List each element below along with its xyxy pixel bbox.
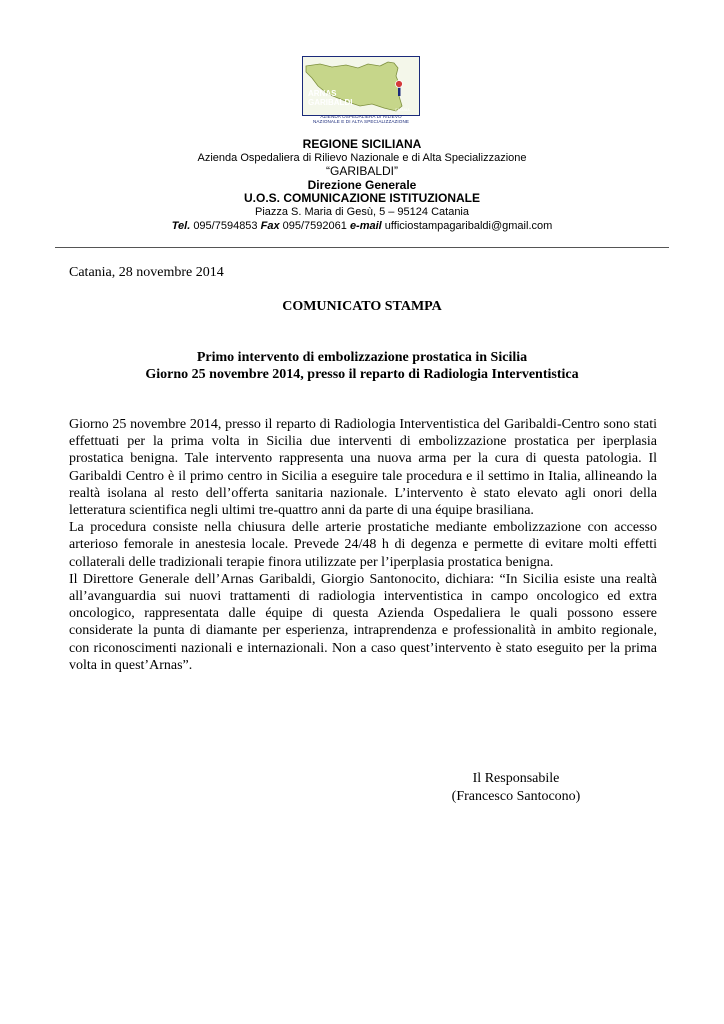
email-address[interactable]: ufficiostampagaribaldi@gmail.com	[384, 219, 553, 232]
logo-city: CATANIA	[395, 108, 410, 112]
logo-subtitle-line1: AZIENDA OSPEDALIERA DI RILIEVO	[320, 114, 402, 119]
sicily-map-icon	[302, 56, 420, 116]
signature-title: Il Responsabile	[472, 771, 560, 786]
subject-line1: Primo intervento di embolizzazione prostatica in Sicilia	[196, 350, 528, 365]
logo-name-1: ARNAS	[308, 89, 337, 98]
tel-label: Tel.	[171, 219, 191, 232]
logo-subtitle-line2: NAZIONALE E DI ALTA SPECIALIZZAZIONE	[312, 119, 410, 124]
letterhead	[60, 138, 664, 233]
fax-label: Fax	[260, 219, 280, 232]
document-heading: COMUNICATO STAMPA	[282, 299, 442, 314]
body-paragraph: Giorno 25 novembre 2014, presso il reparto di Radiologia Interventistica del Garibaldi-Centro sono stati effettuati per la prima volta in Sicilia due interventi di embolizzazione prostatica per iperplasia prostatica benigna. Tale intervento rappresenta una nuova arma per la cura di questa patologia. Il Garibaldi Centro è il primo centro in Sicilia a eseguire tale procedura e il settimo in Italia, allineando la realtà isolana al resto dell’offerta sanitaria nazionale. L’intervento è stato elevato agli onori della letteratura scientifica negli ultimi tre-quattro anni da parte di una équipe brasiliana.	[69, 417, 657, 519]
office-name: U.O.S. COMUNICAZIONE ISTITUZIONALE	[244, 191, 480, 206]
press-subject	[60, 349, 664, 383]
contacts	[60, 220, 664, 234]
logo-name-2: GARIBALDI	[308, 98, 353, 107]
dateline: Catania, 28 novembre 2014	[69, 265, 224, 280]
subject-line2: Giorno 25 novembre 2014, presso il reparto di Radiologia Interventistica	[145, 367, 579, 382]
logo-subtitle	[302, 114, 420, 124]
address: Piazza S. Maria di Gesù, 5 – 95124 Catania	[254, 205, 469, 218]
location-marker-icon	[396, 81, 403, 88]
body-paragraph: La procedura consiste nella chiusura delle arterie prostatiche mediante embolizzazione con accesso arterioso femorale in anestesia locale. Prevede 24/48 h di degenza e permette di evitare molti effetti collaterali delle tradizionali terapie finora utilizzate per l’iperplasia prostatica benigna.	[69, 520, 657, 570]
fax-number: 095/7592061	[282, 219, 347, 232]
direction: Direzione Generale	[307, 177, 417, 192]
body-paragraph: Il Direttore Generale dell’Arnas Garibaldi, Giorgio Santonocito, dichiara: “In Sicilia esiste una realtà all’avanguardia sui nuovi trattamenti di radiologia interventistica in campo oncologico ed extra oncologico, rappresentata dalle équipe di questa Azienda Ospedaliera le quali possono essere considerate la punta di diamante per esperienza, intraprendenza e professionalità in ambito regionale, con riconoscimenti nazionali e internazionali. Non a caso quest’intervento è stato eseguito per la prima volta in quest’Arnas”.	[69, 571, 657, 673]
email-label: e-mail	[349, 219, 382, 232]
region-name: REGIONE SICILIANA	[302, 137, 422, 151]
hospital-name: “GARIBALDI”	[325, 164, 398, 179]
signature-name: (Francesco Santocono)	[451, 789, 581, 804]
press-body	[69, 416, 657, 674]
header-divider	[55, 247, 669, 248]
tel-number: 095/7594853	[193, 219, 258, 232]
signature-block	[436, 770, 596, 806]
hospital-type: Azienda Ospedaliera di Rilievo Nazionale e di Alta Specializzazione	[197, 151, 527, 164]
